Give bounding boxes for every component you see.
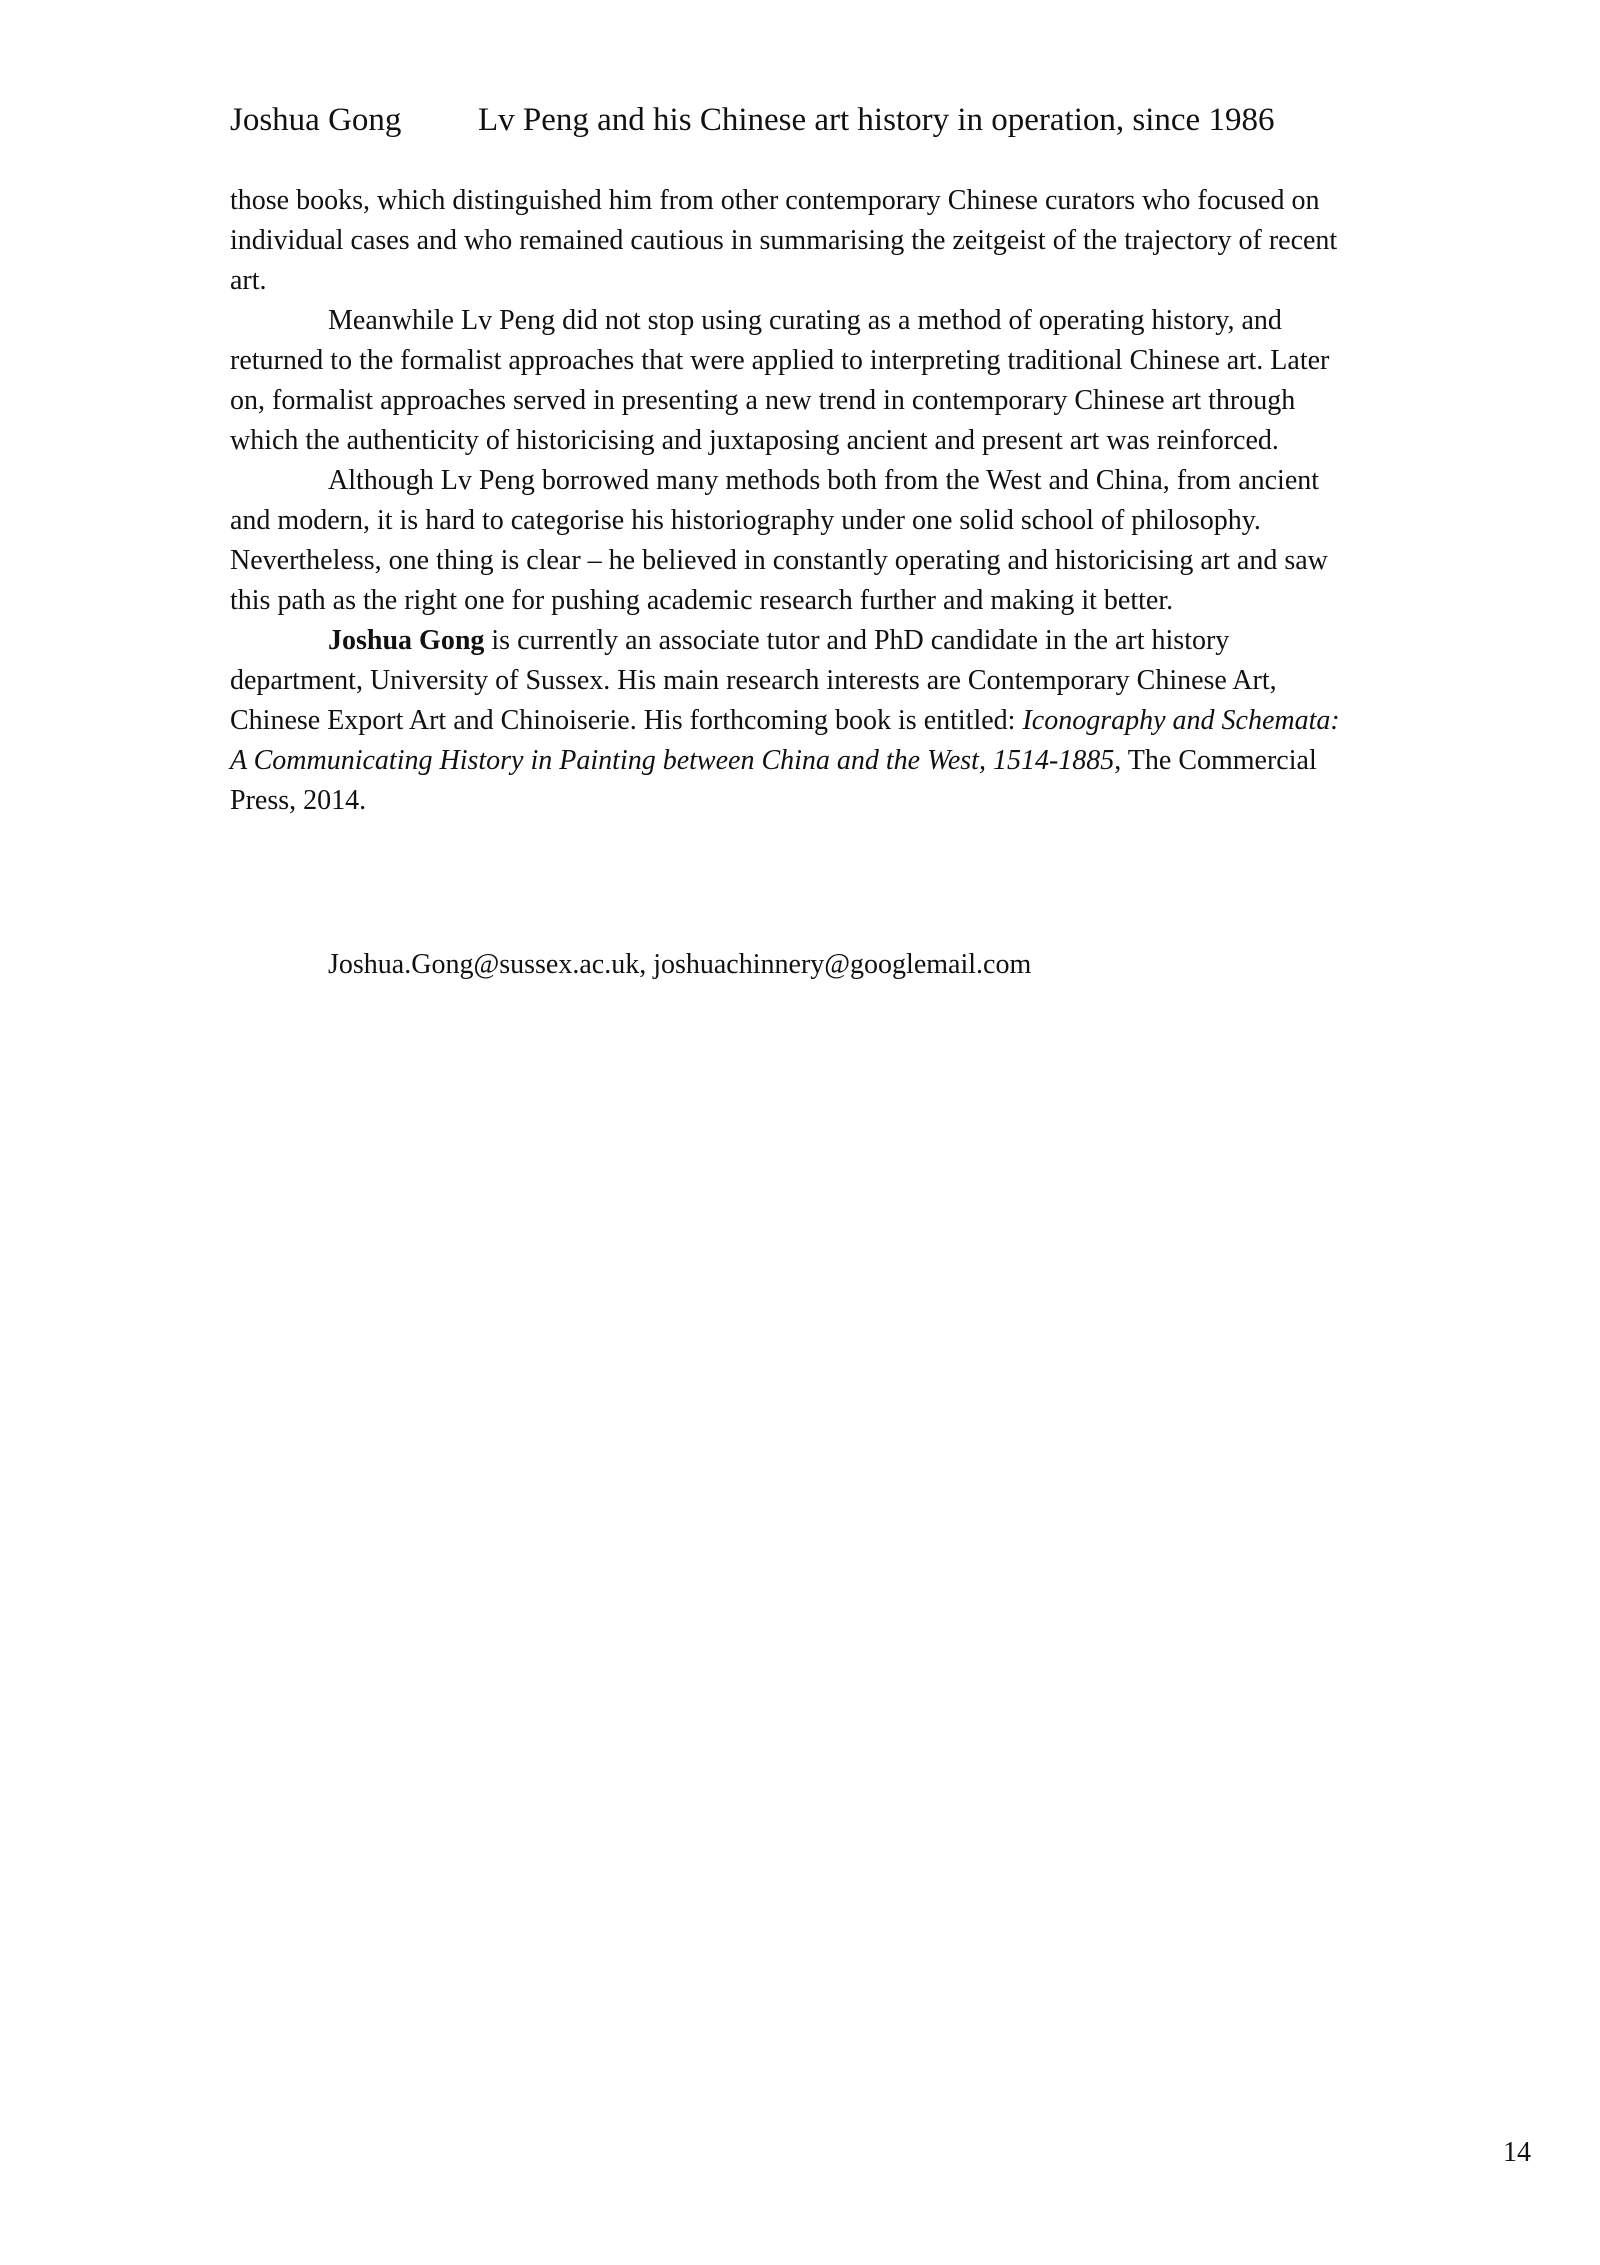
bio-publisher: , The Commercial Press, 2014. <box>230 745 1317 816</box>
paragraph-continuation: those books, which distinguished him from other contemporary Chinese curators who focused on individual cases and who remained cautious in summarising the zeitgeist of the trajectory of recent art. <box>230 185 1338 296</box>
bio-text: is currently an associate tutor and PhD candidate in the art history department, University of Sussex. His main research interests are Contemporary Chinese Art, Chinese Export Art and Chinoiserie. His forthcoming book is entitled: <box>230 625 1277 736</box>
bio-name: Joshua Gong <box>328 625 485 656</box>
paragraph-formalist: Meanwhile Lv Peng did not stop using curating as a method of operating history, and returned to the formalist approaches that were applied to interpreting traditional Chinese art. Later on, formalist approaches served in presenting a new trend in contemporary Chinese art through which the authenticity of historicising and juxtaposing ancient and present art was reinforced. <box>230 305 1330 456</box>
header-title: Lv Peng and his Chinese art history in operation, since 1986 <box>478 102 1275 138</box>
page-number: 14 <box>1503 2137 1531 2168</box>
contact-emails: Joshua.Gong@sussex.ac.uk, joshuachinnery@googlemail.com <box>328 949 1032 980</box>
body-text <box>230 181 1340 821</box>
paragraph-historiography: Although Lv Peng borrowed many methods both from the West and China, from ancient and modern, it is hard to categorise his historiography under one solid school of philosophy. Nevertheless, one thing is clear – he believed in constantly operating and historicising art and saw this path as the right one for pushing academic research further and making it better. <box>230 465 1328 616</box>
bio-book-title: Iconography and Schemata: A Communicating History in Painting between China and the West, 1514-1885 <box>230 705 1340 776</box>
running-header <box>230 98 1350 142</box>
header-author: Joshua Gong <box>230 102 402 138</box>
author-bio <box>230 621 1340 821</box>
